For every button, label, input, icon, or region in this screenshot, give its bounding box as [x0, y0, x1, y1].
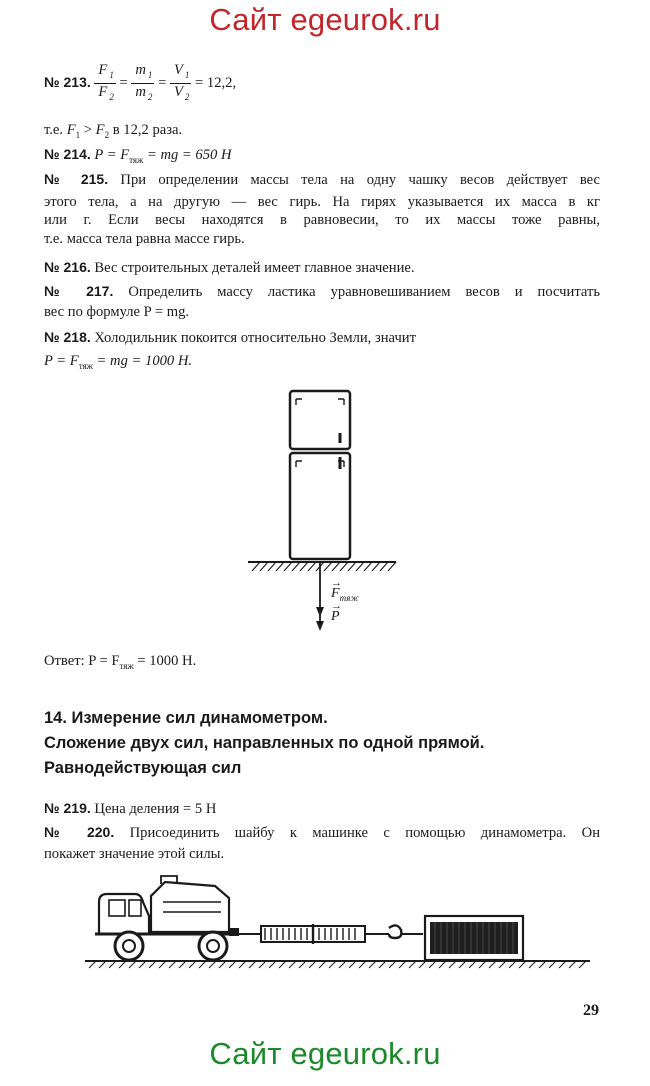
truck-dynamometer-figure — [85, 872, 590, 972]
v1-sub: 1 — [184, 69, 190, 80]
problem-217-line1 — [44, 282, 600, 301]
equals-sign: = — [119, 74, 128, 91]
sub: тяж — [129, 154, 144, 165]
text: Вес строительных деталей имеет главное значение. — [90, 260, 415, 276]
formula: = mg = 1000 Н. — [92, 353, 193, 369]
weight-label: → P — [331, 600, 342, 624]
footer-site-watermark: Сайт egeurok.ru — [209, 1036, 441, 1071]
text: > — [80, 122, 96, 138]
text: Холодильник покоится относительно Земли, значит — [90, 330, 416, 346]
problem-number: № 213. — [44, 73, 91, 90]
text: Цена деления = 5 Н — [90, 801, 217, 817]
answer-218 — [44, 652, 196, 675]
ratio-result: = 12,2, — [195, 74, 237, 91]
sub: 2 — [104, 129, 110, 140]
page-number: 29 — [583, 1002, 599, 1019]
force-letter: F — [331, 586, 340, 601]
problem-number: № 216. — [44, 259, 91, 275]
problem-216 — [44, 258, 415, 277]
problem-215-line1 — [44, 170, 600, 189]
problem-213-conclusion — [44, 121, 182, 144]
problem-215-line2: этого тела, а на другую — вес гирь. На гирях указывается их масса в кг — [44, 194, 600, 210]
problem-217-line2: вес по формуле P = mg. — [44, 304, 190, 320]
sub: тяж — [78, 360, 93, 371]
force-arrow — [316, 562, 324, 631]
refrigerator-main-door — [290, 453, 350, 559]
answer-text: Ответ: P = F — [44, 653, 120, 669]
f2-sub: 2 — [109, 91, 114, 102]
text: При определении массы тела на одну чашку весов действует вес — [108, 172, 600, 188]
formula: = mg = 650 Н — [143, 147, 232, 163]
f1-sub: 1 — [109, 69, 114, 80]
f-symbol: F — [66, 122, 76, 138]
f-symbol: F — [95, 122, 105, 138]
problem-218-line2 — [44, 352, 192, 375]
ground-hatching — [248, 562, 396, 571]
equals-sign: = — [158, 74, 167, 91]
formula: P = F — [44, 353, 79, 369]
formula: P = F — [90, 147, 130, 163]
m2-symbol: m — [135, 83, 146, 100]
refrigerator-figure — [240, 385, 410, 635]
fraction-volume — [170, 62, 191, 105]
refrigerator-freezer-door — [290, 391, 350, 449]
section-title-line1: 14. Измерение сил динамометром. — [44, 709, 328, 727]
text: Определить массу ластика уравновешиванием весов и посчитать — [113, 284, 601, 300]
problem-215-line4: т.е. масса тела равна массе гирь. — [44, 231, 245, 247]
problem-220-line1 — [44, 823, 600, 842]
f2-symbol: F — [98, 83, 108, 100]
problem-number: № 219. — [44, 800, 91, 816]
m2-sub: 2 — [147, 91, 153, 102]
problem-219 — [44, 799, 216, 818]
problem-220-line2: покажет значение этой силы. — [44, 846, 225, 862]
dump-truck — [95, 876, 239, 960]
puck-block — [425, 916, 523, 960]
v1-symbol: V — [173, 62, 183, 78]
text: в 12,2 раза. — [109, 122, 183, 138]
problem-218-line1 — [44, 328, 416, 347]
problem-215-line3: или г. Если весы находятся в равновесии, то их массы тоже равны, — [44, 212, 600, 228]
v2-sub: 2 — [184, 91, 190, 102]
sub: тяж — [119, 660, 134, 671]
ground-line — [85, 961, 590, 968]
text: т.е. — [44, 122, 67, 138]
force-sub: тяж — [339, 592, 359, 603]
problem-number: № 218. — [44, 329, 91, 345]
header-site-watermark: Сайт egeurok.ru — [209, 2, 441, 37]
problem-213 — [44, 62, 236, 105]
weight-letter: P — [331, 609, 340, 624]
sub: 1 — [75, 129, 81, 140]
answer-text: = 1000 Н. — [133, 653, 197, 669]
m1-sub: 1 — [147, 69, 153, 80]
fraction-mass — [131, 62, 154, 105]
problem-number: № 214. — [44, 146, 91, 162]
problem-number: № 217. — [44, 283, 114, 299]
dynamometer — [239, 924, 423, 944]
force-symbol: → F — [331, 577, 342, 601]
v2-symbol: V — [173, 83, 183, 100]
f1-symbol: F — [98, 62, 108, 78]
problem-214 — [44, 145, 232, 169]
text: Присоединить шайбу к машинке с помощью динамометра. Он — [114, 825, 600, 841]
fraction-force — [94, 62, 115, 105]
section-title-line3: Равнодействующая сил — [44, 759, 242, 777]
problem-number: № 220. — [44, 824, 115, 840]
problem-number: № 215. — [44, 171, 109, 187]
section-title-line2: Сложение двух сил, направленных по одной прямой. — [44, 734, 485, 752]
m1-symbol: m — [135, 62, 146, 78]
